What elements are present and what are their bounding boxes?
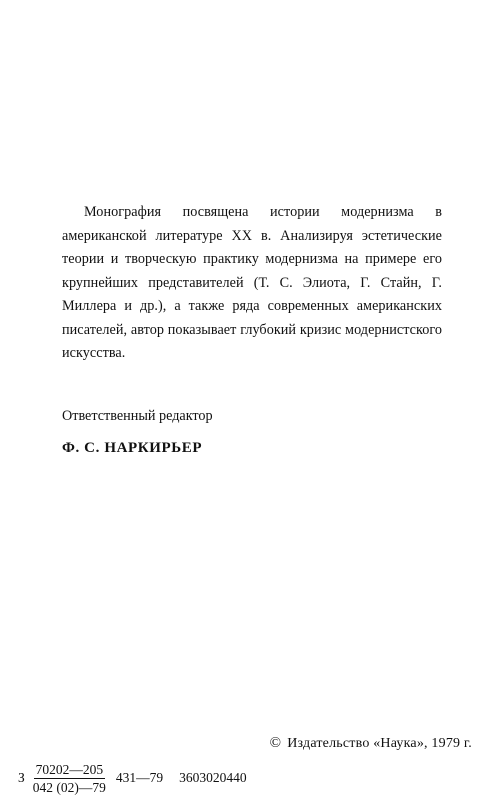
copyright-text: Издательство «Наука», 1979 г. (287, 736, 472, 751)
bibcode-prefix: З (18, 770, 25, 785)
editor-name: Ф. С. НАРКИРЬЕР (62, 440, 203, 456)
editor-label: Ответственный редактор (62, 408, 213, 424)
abstract-paragraph: Монография посвящена истории модернизма в американской литературе XX в. Анализируя эстетические теории и творческую практику модернизма на примере его крупнейших представителей (Т. С. Элиота, Г. Стайн, Г. Миллера и др.), а также ряда современных американских писателей, автор показывает глубокий кризис модернистского искусства. (62, 204, 442, 361)
bibcode-denominator: 042 (02)—79 (32, 779, 106, 795)
bibcode-fraction (31, 762, 108, 795)
copyright-line (270, 735, 472, 752)
bibcode-tail: 431—79 (115, 770, 164, 785)
bibcode-number: 3603020440 (179, 770, 247, 785)
copyright-icon: © (269, 735, 282, 751)
bibliographic-code (18, 761, 247, 795)
bibcode-numerator: 70202—205 (35, 761, 104, 777)
